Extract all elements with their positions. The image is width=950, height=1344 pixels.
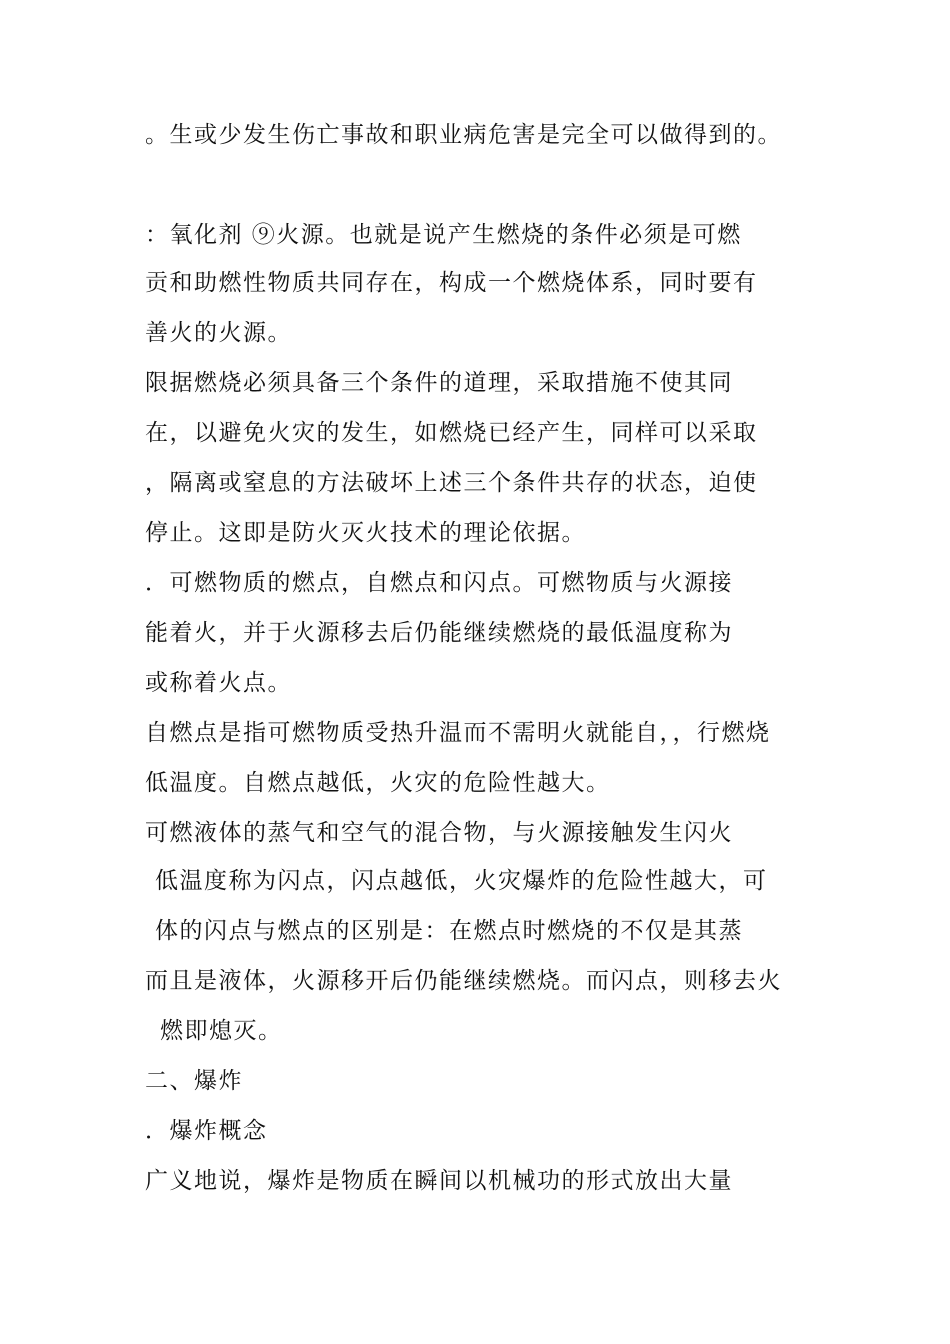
text-line: 自燃点是指可燃物质受热升温而不需明火就能自，，行燃烧 bbox=[145, 720, 771, 746]
text-line: ：氧化剂 ⑨火源。也就是说产生燃烧的条件必须是可燃 bbox=[145, 222, 742, 248]
text-line: 能着火，并于火源移去后仍能继续燃烧的最低温度称为 bbox=[145, 620, 733, 646]
text-line: 而且是液体，火源移开后仍能继续燃烧。而闪点，则移去火 bbox=[145, 968, 782, 994]
text-line: 低温度。自燃点越低，火灾的危险性越大。 bbox=[145, 770, 611, 796]
text-line: 停止。这即是防火灭火技术的理论依据。 bbox=[145, 520, 586, 546]
text-line: ．可燃物质的燃点，自燃点和闪点。可燃物质与火源接 bbox=[145, 570, 733, 596]
text-line: ，隔离或窒息的方法破坏上述三个条件共存的状态，迫使 bbox=[145, 470, 758, 496]
text-line: 可燃液体的蒸气和空气的混合物，与火源接触发生闪火 bbox=[145, 820, 733, 846]
text-line: 体的闪点与燃点的区别是：在燃点时燃烧的不仅是其蒸 bbox=[155, 918, 743, 944]
text-line: 善火的火源。 bbox=[145, 320, 292, 346]
text-line: 贡和助燃性物质共同存在，构成一个燃烧体系，同时要有 bbox=[145, 270, 758, 296]
text-line: 限据燃烧必须具备三个条件的道理，采取措施不使其同 bbox=[145, 370, 733, 396]
text-line: 广义地说，爆炸是物质在瞬间以机械功的形式放出大量 bbox=[145, 1168, 733, 1194]
text-line: 在，以避免火灾的发生，如燃烧已经产生，同样可以采取 bbox=[145, 420, 758, 446]
subsection-heading: ．爆炸概念 bbox=[145, 1118, 268, 1144]
text-line: 低温度称为闪点，闪点越低，火灾爆炸的危险性越大，可 bbox=[155, 868, 768, 894]
section-heading: 二、爆炸 bbox=[145, 1068, 243, 1094]
text-line: 。生或少发生伤亡事故和职业病危害是完全可以做得到的。 bbox=[145, 122, 782, 148]
text-line: 燃即熄灭。 bbox=[160, 1018, 283, 1044]
text-line: 或称着火点。 bbox=[145, 670, 292, 696]
